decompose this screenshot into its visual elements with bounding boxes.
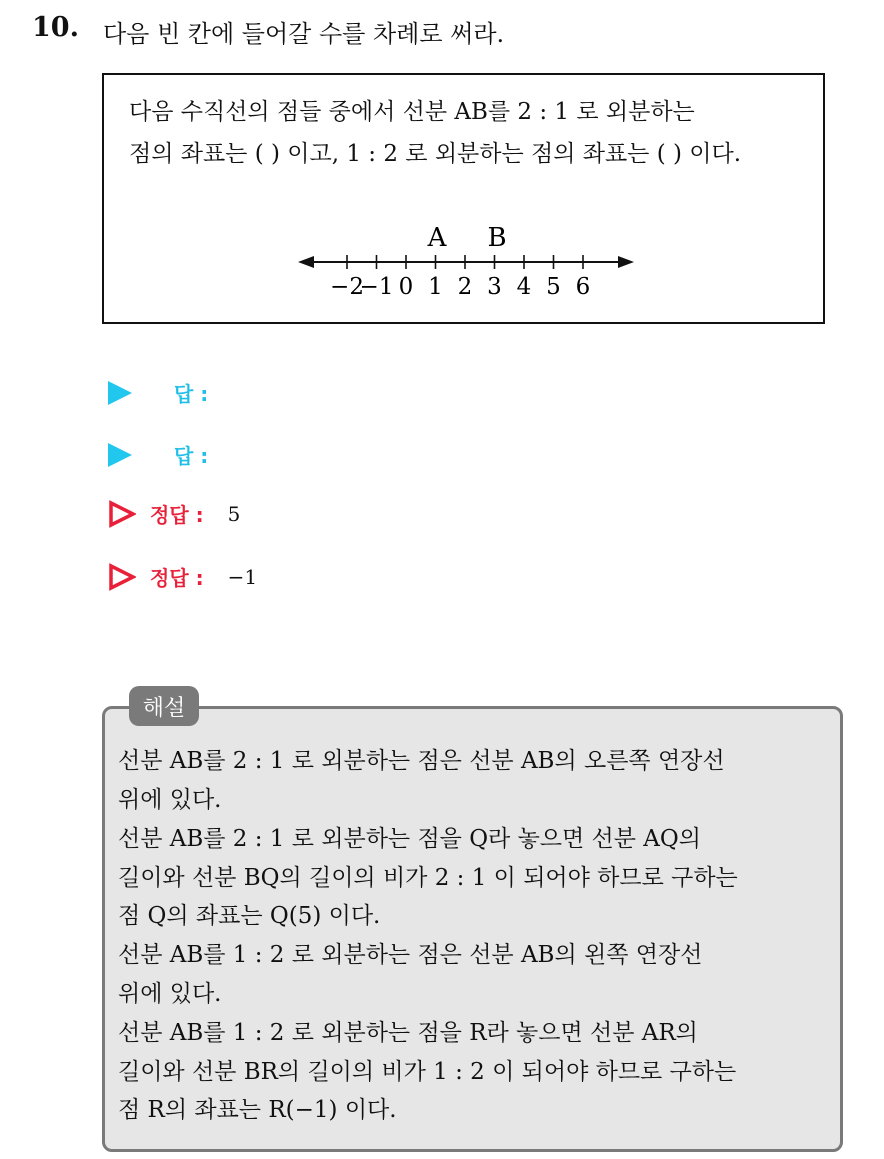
number-line-tick-label: −1 — [359, 274, 394, 300]
solution-line: 점 R의 좌표는 R(−1) 이다. — [118, 1097, 397, 1123]
number-line-tick-label: 0 — [398, 274, 414, 300]
point-label-a: A — [427, 223, 447, 253]
solution-line: 점 Q의 좌표는 Q(5) 이다. — [118, 903, 381, 929]
solution-tab: 해설 — [129, 686, 199, 726]
answer-row-1 — [108, 378, 208, 407]
question-number: 10. — [32, 12, 79, 43]
correct-value: −1 — [227, 564, 258, 589]
question-box — [102, 73, 825, 324]
solution-line: 선분 AB를 2 : 1 로 외분하는 점을 Q라 놓으면 선분 AQ의 — [118, 826, 701, 852]
number-line-tick-label: 4 — [516, 274, 532, 300]
solution-line: 위에 있다. — [118, 787, 222, 813]
solution-line: 길이와 선분 BR의 길이의 비가 1 : 2 이 되어야 하므로 구하는 — [118, 1059, 737, 1085]
correct-label: 정답 : — [150, 503, 204, 527]
outline-triangle-icon — [108, 563, 136, 591]
correct-row-1 — [108, 499, 240, 528]
question-instruction: 다음 빈 칸에 들어갈 수를 차례로 써라. — [103, 20, 505, 48]
solution-line: 위에 있다. — [118, 981, 222, 1007]
outline-triangle-icon — [108, 500, 136, 528]
correct-value: 5 — [227, 501, 241, 526]
question-box-line-1: 다음 수직선의 점들 중에서 선분 AB를 2 : 1 로 외분하는 — [129, 99, 695, 125]
answer-label: 답 : — [174, 382, 209, 406]
play-triangle-icon — [108, 381, 132, 405]
play-triangle-icon — [108, 443, 132, 467]
number-line-tick-label: −2 — [330, 274, 364, 300]
answer-label: 답 : — [174, 444, 209, 468]
solution-line: 길이와 선분 BQ의 길이의 비가 2 : 1 이 되어야 하므로 구하는 — [118, 865, 738, 891]
number-line-tick-label: 3 — [487, 274, 502, 300]
solution-line: 선분 AB를 1 : 2 로 외분하는 점은 선분 AB의 왼쪽 연장선 — [118, 942, 703, 968]
number-line-tick-label: 1 — [428, 274, 443, 300]
number-line-right-arrow — [618, 256, 634, 268]
number-line — [104, 75, 827, 326]
number-line-tick-label: 6 — [575, 274, 591, 300]
number-line-tick-label: 2 — [457, 274, 473, 300]
solution-line: 선분 AB를 2 : 1 로 외분하는 점은 선분 AB의 오른쪽 연장선 — [118, 748, 725, 774]
correct-label: 정답 : — [150, 566, 204, 590]
solution-line: 선분 AB를 1 : 2 로 외분하는 점을 R라 놓으면 선분 AR의 — [118, 1020, 698, 1046]
point-label-b: B — [487, 223, 507, 253]
number-line-left-arrow — [298, 256, 314, 268]
number-line-tick-label: 5 — [546, 274, 561, 300]
question-box-line-2: 점의 좌표는 ( ) 이고, 1 : 2 로 외분하는 점의 좌표는 ( ) 이다. — [129, 141, 742, 167]
answer-row-2 — [108, 440, 208, 469]
correct-row-2 — [108, 562, 257, 591]
